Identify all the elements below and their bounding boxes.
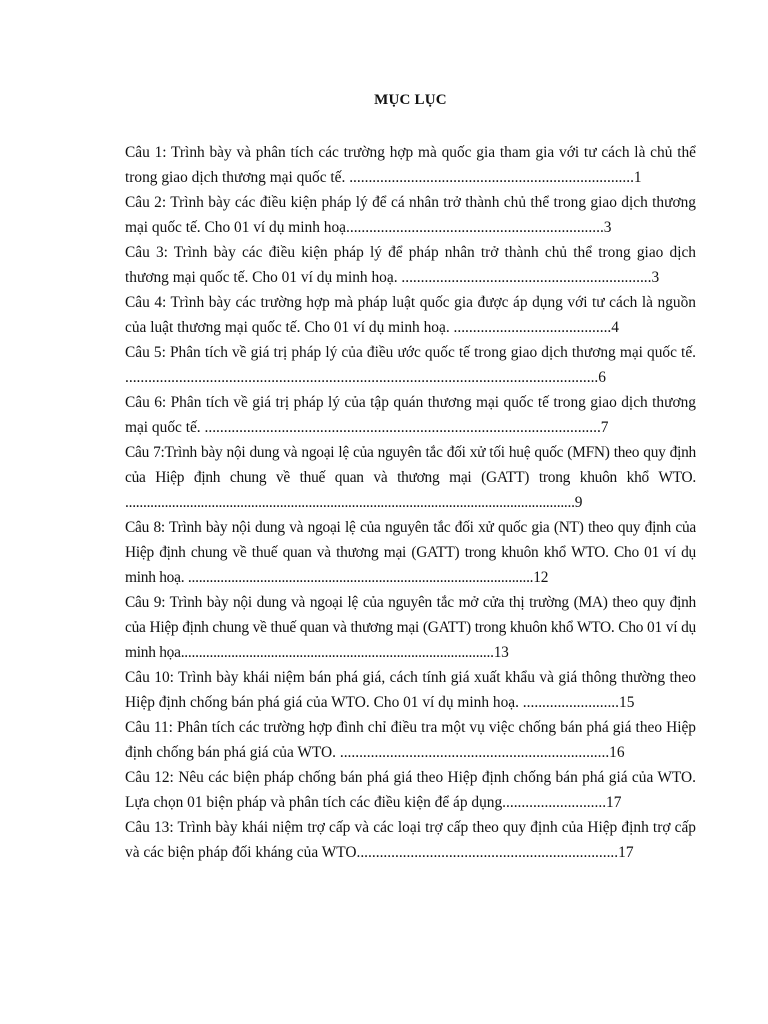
toc-entry-1: Câu 1: Trình bày và phân tích các trường hợp mà quốc gia tham gia với tư cách là chủ thể trong giao dịch thương mại quốc tế. ..........................................................................1 (125, 144, 696, 186)
toc-entry-13: Câu 13: Trình bày khái niệm trợ cấp và các loại trợ cấp theo quy định của Hiệp định trợ cấp và các biện pháp đối kháng của WTO....................................................................17 (125, 819, 696, 861)
toc-entry-6: Câu 6: Phân tích về giá trị pháp lý của tập quán thương mại quốc tế trong giao dịch thương mại quốc tế. .......................................................................................................7 (125, 394, 696, 436)
toc-entry-9: Câu 9: Trình bày nội dung và ngoại lệ của nguyên tắc mở cửa thị trường (MA) theo quy định của Hiệp định chung về thuế quan và thương mại (GATT) trong khuôn khổ WTO. Cho 01 ví dụ minh họa.......................................................................................13 (125, 594, 696, 661)
table-of-contents (125, 140, 696, 865)
toc-entry-11: Câu 11: Phân tích các trường hợp đình chỉ điều tra một vụ việc chống bán phá giá theo Hiệp định chống bán phá giá của WTO. ......................................................................16 (125, 719, 696, 761)
toc-entry-3: Câu 3: Trình bày các điều kiện pháp lý để pháp nhân trở thành chủ thể trong giao dịch thương mại quốc tế. Cho 01 ví dụ minh hoạ. .................................................................3 (125, 244, 696, 286)
toc-entry-5: Câu 5: Phân tích về giá trị pháp lý của điều ước quốc tế trong giao dịch thương mại quốc tế. ...........................................................................................................................6 (125, 344, 696, 386)
toc-entry-2: Câu 2: Trình bày các điều kiện pháp lý để cá nhân trở thành chủ thể trong giao dịch thương mại quốc tế. Cho 01 ví dụ minh hoạ...................................................................3 (125, 194, 696, 236)
toc-entry-10: Câu 10: Trình bày khái niệm bán phá giá, cách tính giá xuất khẩu và giá thông thường theo Hiệp định chống bán phá giá của WTO. Cho 01 ví dụ minh hoạ. .........................15 (125, 669, 696, 711)
page-title: MỤC LỤC (374, 92, 447, 108)
toc-entry-4: Câu 4: Trình bày các trường hợp mà pháp luật quốc gia được áp dụng với tư cách là nguồn của luật thương mại quốc tế. Cho 01 ví dụ minh hoạ. .........................................4 (125, 294, 696, 336)
toc-entry-8: Câu 8: Trình bày nội dung và ngoại lệ của nguyên tắc đối xử quốc gia (NT) theo quy định của Hiệp định chung về thuế quan và thương mại (GATT) trong khuôn khổ WTO. Cho 01 ví dụ minh hoạ. ................................................................................................12 (125, 519, 696, 586)
toc-entry-7: Câu 7:Trình bày nội dung và ngoại lệ của nguyên tắc đối xử tối huệ quốc (MFN) theo quy định của Hiệp định chung về thuế quan và thương mại (GATT) trong khuôn khổ WTO. .............................................................................................................................9 (125, 444, 696, 511)
toc-entry-12: Câu 12: Nêu các biện pháp chống bán phá giá theo Hiệp định chống bán phá giá của WTO. Lựa chọn 01 biện pháp và phân tích các điều kiện để áp dụng...........................17 (125, 769, 696, 811)
